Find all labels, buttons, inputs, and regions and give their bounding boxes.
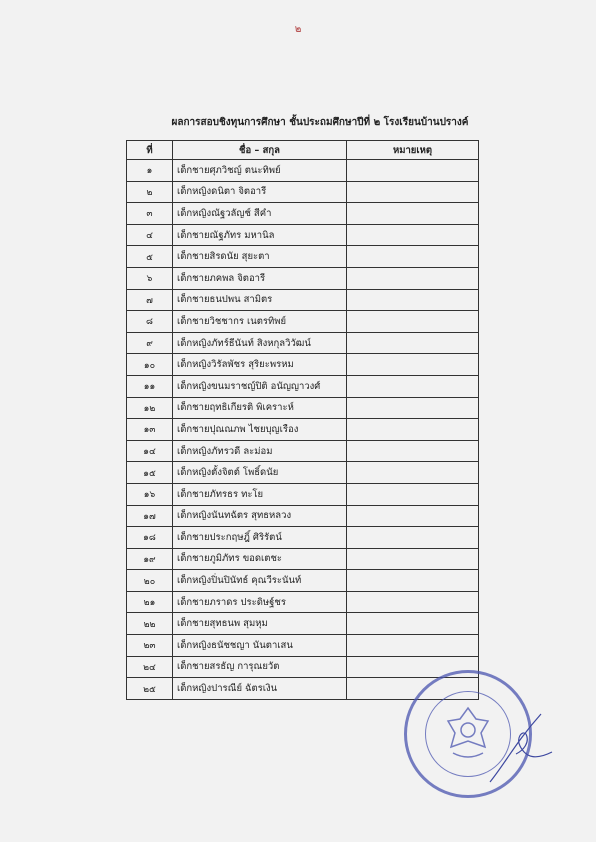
student-name: เด็กหญิงธนัชชญา นันตาเสน [173,635,347,657]
row-number: ๑๑ [127,375,173,397]
row-number: ๑๐ [127,354,173,376]
student-name: เด็กชายศุภวิชญ์ ตนะทิพย์ [173,160,347,182]
row-remark [347,548,479,570]
row-remark [347,311,479,333]
student-name: เด็กชายสรธัญ การุณยวัต [173,656,347,678]
row-remark [347,419,479,441]
row-remark [347,267,479,289]
row-remark [347,505,479,527]
table-row [127,375,479,397]
row-number: ๕ [127,246,173,268]
student-name: เด็กหญิงณัฐวลัญช์ สีคำ [173,203,347,225]
student-name: เด็กหญิงตั้งจิตต์ โพธิ์ดนัย [173,462,347,484]
row-remark [347,181,479,203]
table-row [127,548,479,570]
table-row [127,354,479,376]
student-name: เด็กหญิงปิ่นปินัทธ์ คุณวีระนันท์ [173,570,347,592]
row-remark [347,246,479,268]
table-row [127,419,479,441]
row-number: ๑๗ [127,505,173,527]
row-number: ๑๒ [127,397,173,419]
table-row [127,332,479,354]
student-name: เด็กชายฤทธิเกียรติ พิเคราะห์ [173,397,347,419]
row-number: ๑๘ [127,527,173,549]
row-number: ๑๓ [127,419,173,441]
student-name: เด็กชายภคพล จิตอารี [173,267,347,289]
row-number: ๑๖ [127,483,173,505]
student-name: เด็กชายภราดร ประดิษฐ์ชร [173,591,347,613]
row-number: ๑๙ [127,548,173,570]
table-row [127,289,479,311]
student-name: เด็กหญิงภัทรวดี ละม่อม [173,440,347,462]
row-number: ๒๓ [127,635,173,657]
table-row [127,203,479,225]
student-name: เด็กชายสุทธนพ สุมหุม [173,613,347,635]
row-number: ๓ [127,203,173,225]
student-name: เด็กชายสิรดนัย สุยะตา [173,246,347,268]
row-number: ๒๐ [127,570,173,592]
row-remark [347,635,479,657]
row-number: ๑ [127,160,173,182]
row-remark [347,397,479,419]
table-row [127,591,479,613]
row-number: ๙ [127,332,173,354]
table-row [127,311,479,333]
table-row [127,527,479,549]
student-name: เด็กหญิงนันทฉัตร สุทธหลวง [173,505,347,527]
table-row [127,267,479,289]
table-row [127,224,479,246]
row-number: ๘ [127,311,173,333]
row-number: ๑๕ [127,462,173,484]
student-name: เด็กหญิงขนมราชญ์ปิติ อนัญญาวงศ์ [173,375,347,397]
table-row [127,656,479,678]
row-remark [347,591,479,613]
row-remark [347,224,479,246]
row-number: ๒๔ [127,656,173,678]
table-row [127,462,479,484]
row-remark [347,332,479,354]
table-row [127,440,479,462]
table-row [127,397,479,419]
row-number: ๖ [127,267,173,289]
row-remark [347,462,479,484]
row-remark [347,289,479,311]
student-name: เด็กชายประกฤษฎิ์ ศิริรัตน์ [173,527,347,549]
student-name: เด็กหญิงวิรัลพัชร สุริยะพรหม [173,354,347,376]
student-name: เด็กชายณัฐภัทร มหานิล [173,224,347,246]
row-number: ๑๔ [127,440,173,462]
column-header-name: ชื่อ – สกุล [173,141,347,160]
column-header-remark: หมายเหตุ [347,141,479,160]
document-title: ผลการสอบชิงทุนการศึกษา ชั้นประถมศึกษาปีที่ ๒ โรงเรียนบ้านปรางค์ [171,117,469,128]
table-row [127,570,479,592]
row-number: ๒ [127,181,173,203]
page-number: ๒ [294,24,302,35]
handwritten-signature [486,702,556,792]
student-name: เด็กชายวิชชากร เนตรทิพย์ [173,311,347,333]
student-name: เด็กชายภูมิภัทร ขอดเตชะ [173,548,347,570]
table-row [127,505,479,527]
row-remark [347,375,479,397]
row-number: ๒๕ [127,678,173,700]
results-table [126,140,479,700]
student-name: เด็กหญิงดนิตา จิตอารี [173,181,347,203]
student-name: เด็กชายภัทรธร ทะโย [173,483,347,505]
student-name: เด็กชายปุณณภพ ไชยบุญเรือง [173,419,347,441]
row-remark [347,440,479,462]
table-row [127,160,479,182]
row-number: ๒๑ [127,591,173,613]
row-remark [347,527,479,549]
student-name: เด็กหญิงภัทร์ธีนันท์ สิงหกุลวิวัฒน์ [173,332,347,354]
table-row [127,246,479,268]
table-row [127,613,479,635]
student-name: เด็กชายธนปพน สามิตร [173,289,347,311]
row-remark [347,160,479,182]
row-remark [347,483,479,505]
row-remark [347,203,479,225]
row-number: ๒๒ [127,613,173,635]
row-number: ๗ [127,289,173,311]
row-remark [347,354,479,376]
table-header-row [127,141,479,160]
column-header-no: ที่ [127,141,173,160]
row-remark [347,613,479,635]
table-row [127,635,479,657]
table-row [127,181,479,203]
table-row [127,483,479,505]
student-name: เด็กหญิงปารณีย์ ฉัตรเงิน [173,678,347,700]
row-number: ๔ [127,224,173,246]
row-remark [347,570,479,592]
